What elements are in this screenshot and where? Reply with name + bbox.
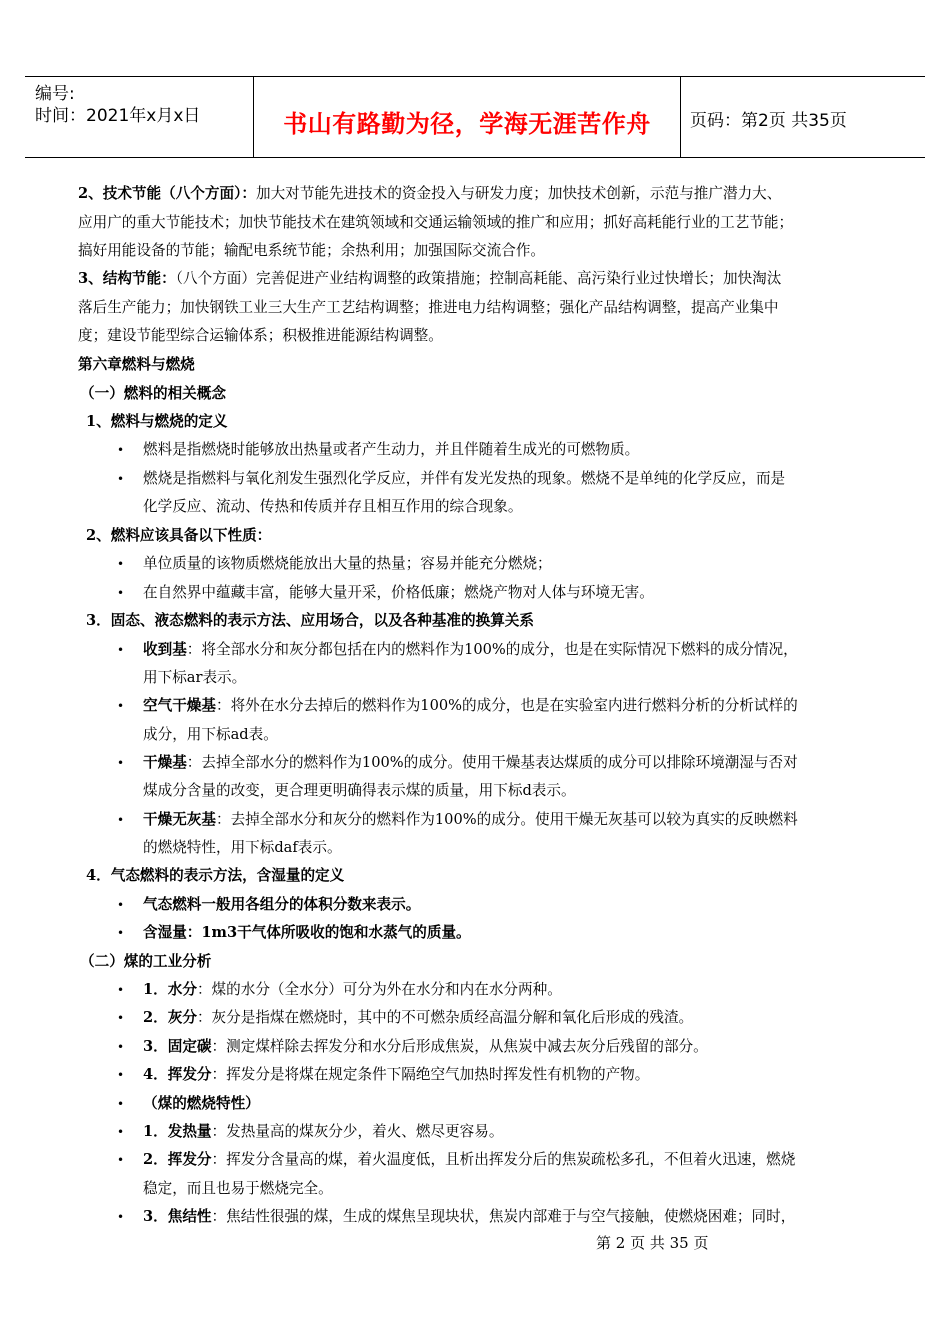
page-footer: 第 2 页 共 35 页 — [596, 1234, 709, 1252]
list-item-continuation: 煤成分含量的改变，更合理更明确得表示煤的质量，用下标d表示。 — [143, 782, 576, 799]
text: （八个方面）完善促进产业结构调整的政策措施；控制高耗能、高污染行业过快增长；加快淘汰 — [175, 270, 782, 287]
list-item: 燃烧是指燃料与氧化剂发生强烈化学反应，并伴有发光发热的现象。燃烧不是单纯的化学反应，而是 — [143, 470, 786, 487]
text: ：测定煤样除去挥发分和水分后形成焦炭，从焦炭中减去灰分后残留的部分。 — [211, 1038, 708, 1055]
subsection-heading: 4．气态燃料的表示方法，含湿量的定义 — [86, 867, 345, 884]
bullet-icon: • — [117, 1125, 125, 1139]
list-item — [143, 696, 798, 716]
header-center-cell — [253, 77, 681, 157]
bullet-icon: • — [117, 898, 125, 912]
bullet-icon: • — [117, 813, 125, 827]
bullet-icon: • — [117, 1210, 125, 1224]
text: ：去掉全部水分的燃料作为100%的成分。使用干燥基表达煤质的成分可以排除环境潮湿与否对 — [186, 754, 798, 771]
term: 3．固定碳 — [143, 1038, 212, 1055]
bullet-icon: • — [117, 557, 125, 571]
list-item — [143, 640, 798, 660]
bullet-icon: • — [117, 1068, 125, 1082]
paragraph-text: 落后生产能力；加快钢铁工业三大生产工艺结构调整；推进电力结构调整；强化产品结构调整，提高产业集中 — [78, 299, 779, 316]
list-item: 气态燃料一般用各组分的体积分数来表示。 — [143, 896, 421, 913]
term: 3．焦结性 — [143, 1208, 212, 1225]
bullet-icon: • — [117, 1040, 125, 1054]
list-item — [143, 753, 798, 773]
bullet-icon: • — [117, 1153, 125, 1167]
text: 加大对节能先进技术的资金投入与研发力度；加快技术创新，示范与推广潜力大、 — [255, 185, 782, 202]
list-item: 单位质量的该物质燃烧能放出大量的热量；容易并能充分燃烧； — [143, 555, 552, 572]
term: 1．发热量 — [143, 1123, 212, 1140]
text: ：挥发分含量高的煤，着火温度低，且析出挥发分后的焦炭疏松多孔，不但着火迅速，燃烧 — [211, 1151, 796, 1168]
list-item — [143, 1150, 795, 1170]
section-heading: （一）燃料的相关概念 — [80, 385, 226, 402]
term: 2．灰分 — [143, 1009, 197, 1026]
list-item-continuation: 化学反应、流动、传热和传质并存且相互作用的综合现象。 — [143, 498, 523, 515]
bullet-icon: • — [117, 1011, 125, 1025]
bold-heading: 3、结构节能： — [78, 270, 176, 287]
header-table — [25, 76, 925, 158]
paragraph-text: 搞好用能设备的节能；输配电系统节能；余热利用；加强国际交流合作。 — [78, 242, 546, 259]
subsection-heading: 2、燃料应该具备以下性质： — [86, 527, 272, 544]
chapter-heading: 第六章燃料与燃烧 — [78, 356, 195, 373]
bold-heading: 2、技术节能（八个方面）： — [78, 185, 256, 202]
bullet-icon: • — [117, 699, 125, 713]
list-item-continuation: 的燃烧特性，用下标daf表示。 — [143, 839, 342, 856]
text: ：将全部水分和灰分都包括在内的燃料作为100%的成分，也是在实际情况下燃料的成分情况， — [186, 641, 798, 658]
bullet-icon: • — [117, 586, 125, 600]
list-item — [143, 1122, 503, 1142]
section-heading: （二）煤的工业分析 — [80, 953, 212, 970]
list-item — [143, 810, 798, 830]
list-item — [143, 1065, 649, 1085]
list-item-continuation: 稳定，而且也易于燃烧完全。 — [143, 1180, 333, 1197]
list-item — [143, 1008, 693, 1028]
list-item-continuation: 用下标ar表示。 — [143, 669, 247, 686]
list-item: （煤的燃烧特性） — [143, 1095, 260, 1112]
paragraph-text — [78, 269, 781, 289]
header-left-cell — [25, 77, 253, 157]
subsection-heading: 3．固态、液态燃料的表示方法、应用场合，以及各种基准的换算关系 — [86, 612, 534, 629]
bullet-icon: • — [117, 443, 125, 457]
paragraph-text: 应用广的重大节能技术；加快节能技术在建筑领域和交通运输领域的推广和应用；抓好高耗能行业的工艺节能； — [78, 214, 794, 231]
bullet-icon: • — [117, 926, 125, 940]
term: 收到基 — [143, 641, 187, 658]
text: ：挥发分是将煤在规定条件下隔绝空气加热时挥发性有机物的产物。 — [211, 1066, 650, 1083]
text: ：灰分是指煤在燃烧时，其中的不可燃杂质经高温分解和氧化后形成的残渣。 — [196, 1009, 694, 1026]
document-time: 时间：2021年x月x日 — [35, 106, 201, 126]
header-motto: 书山有路勤为径，学海无涯苦作舟 — [283, 109, 651, 138]
text: ：焦结性很强的煤，生成的煤焦呈现块状，焦炭内部难于与空气接触，使燃烧困难；同时， — [211, 1208, 796, 1225]
text: ：发热量高的煤灰分少，着火、燃尽更容易。 — [211, 1123, 504, 1140]
subsection-heading: 1、燃料与燃烧的定义 — [86, 413, 228, 430]
list-item: 在自然界中蕴藏丰富，能够大量开采，价格低廉；燃烧产物对人体与环境无害。 — [143, 584, 654, 601]
bullet-icon: • — [117, 983, 125, 997]
bullet-icon: • — [117, 643, 125, 657]
document-number: 编号: — [35, 84, 75, 104]
list-item — [143, 1037, 708, 1057]
list-item — [143, 980, 562, 1000]
bullet-icon: • — [117, 1097, 125, 1111]
term: 4．挥发分 — [143, 1066, 212, 1083]
text: ：去掉全部水分和灰分的燃料作为100%的成分。使用干燥无灰基可以较为真实的反映燃料 — [215, 811, 798, 828]
bullet-icon: • — [117, 472, 125, 486]
bullet-icon: • — [117, 756, 125, 770]
header-right-cell — [680, 77, 925, 157]
list-item: 燃料是指燃烧时能够放出热量或者产生动力，并且伴随着生成光的可燃物质。 — [143, 441, 640, 458]
text: ：煤的水分（全水分）可分为外在水分和内在水分两种。 — [196, 981, 562, 998]
term: 干燥基 — [143, 754, 187, 771]
paragraph-text: 度；建设节能型综合运输体系；积极推进能源结构调整。 — [78, 327, 443, 344]
list-item: 含湿量：1m3干气体所吸收的饱和水蒸气的质量。 — [143, 924, 471, 941]
term: 2．挥发分 — [143, 1151, 212, 1168]
term: 干燥无灰基 — [143, 811, 216, 828]
list-item — [143, 1207, 795, 1227]
term: 空气干燥基 — [143, 697, 216, 714]
text: ：将外在水分去掉后的燃料作为100%的成分，也是在实验室内进行燃料分析的分析试样的 — [215, 697, 798, 714]
paragraph-text — [78, 184, 781, 204]
page-indicator: 页码：第2页 共35页 — [690, 111, 847, 131]
list-item-continuation: 成分，用下标ad表。 — [143, 726, 278, 743]
term: 1．水分 — [143, 981, 197, 998]
